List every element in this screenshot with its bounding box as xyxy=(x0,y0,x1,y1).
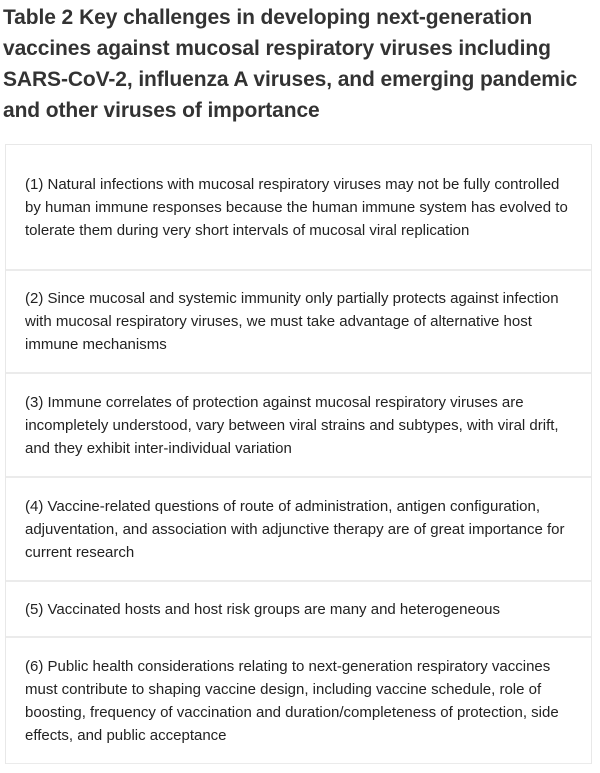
table-label: Table 2 xyxy=(3,6,74,29)
challenge-text: (4) Vaccine-related questions of route of administration, antigen configuration, adjuventation, and association with adjunctive therapy are of great importance for current research xyxy=(25,497,565,561)
challenge-text: (3) Immune correlates of protection against mucosal respiratory viruses are incompletely understood, vary between viral strains and subtypes, with viral drift, and they exhibit inter-individual variation xyxy=(25,393,559,457)
table-row xyxy=(6,145,591,271)
table-row xyxy=(6,638,591,764)
table-row xyxy=(6,582,591,638)
table-row xyxy=(6,271,591,374)
table-caption: Key challenges in developing next-generation vaccines against mucosal respiratory viruses including SARS-CoV-2, influenza A viruses, and emerging pandemic and other viruses of importance xyxy=(3,6,578,122)
challenges-table xyxy=(5,144,592,764)
table-row xyxy=(6,374,591,478)
challenge-text: (1) Natural infections with mucosal respiratory viruses may not be fully controlled by human immune responses because the human immune system has evolved to tolerate them during very short intervals of mucosal viral replication xyxy=(25,175,568,239)
challenge-text: (2) Since mucosal and systemic immunity only partially protects against infection with mucosal respiratory viruses, we must take advantage of alternative host immune mechanisms xyxy=(25,290,559,353)
challenge-text: (6) Public health considerations relating to next-generation respiratory vaccines must contribute to shaping vaccine design, including vaccine schedule, role of boosting, frequency of vaccination and duration/completeness of protection, side effects, and public acceptance xyxy=(25,657,559,744)
challenge-text: (5) Vaccinated hosts and host risk groups are many and heterogeneous xyxy=(25,600,501,618)
table-row xyxy=(6,478,591,582)
table-title xyxy=(3,0,597,126)
